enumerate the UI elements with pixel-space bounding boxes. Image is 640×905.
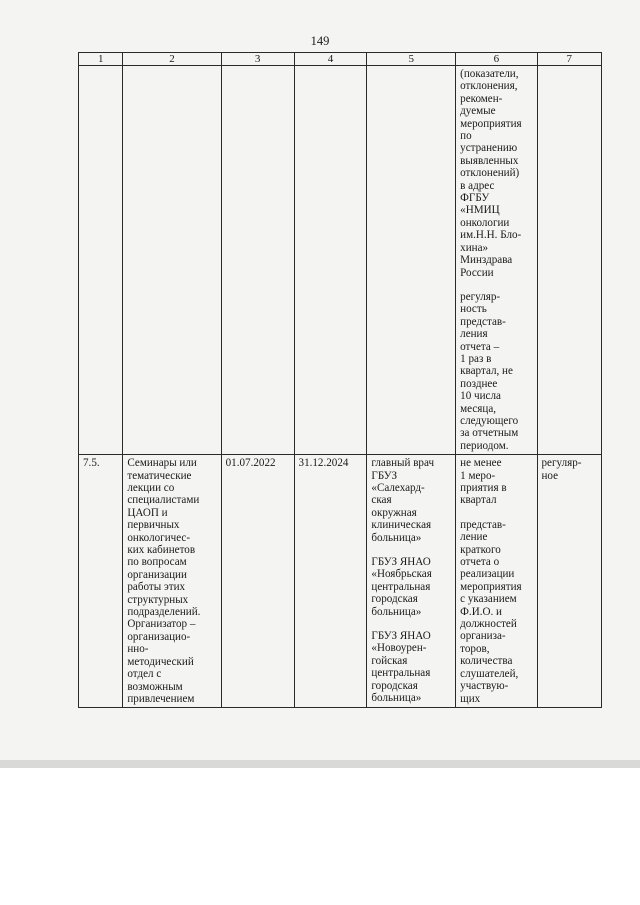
plan-table — [78, 52, 602, 708]
header-col-2: 2 — [123, 53, 221, 66]
cell-result — [456, 66, 537, 455]
item-description: Семинары или тематические лекции со специалистами ЦАОП и первичных онкологичес- ких кабинетов по вопросам организации работы этих структурных подразделений. Организатор – организацио- нно- методический отдел с возможным привлечением — [127, 457, 201, 705]
table-header-row — [79, 53, 602, 66]
table-row — [79, 455, 602, 708]
cell-description — [123, 455, 221, 708]
header-col-7: 7 — [537, 53, 602, 66]
header-col-1: 1 — [79, 53, 123, 66]
header-col-5: 5 — [367, 53, 456, 66]
scan-edge — [0, 760, 640, 768]
cell-empty — [294, 66, 367, 455]
start-date: 01.07.2022 — [225, 457, 276, 470]
responsible-2: ГБУЗ ЯНАО «Ноябрьская центральная городская больница» — [371, 556, 432, 618]
cell-empty — [221, 66, 294, 455]
cell-start-date — [221, 455, 294, 708]
cell-responsible — [367, 455, 456, 708]
item-number: 7.5. — [83, 457, 100, 470]
cell-empty — [79, 66, 123, 455]
activity-type: регуляр- ное — [541, 457, 582, 482]
header-col-6: 6 — [456, 53, 537, 66]
cell-type — [537, 455, 602, 708]
cell-empty — [367, 66, 456, 455]
result-1: не менее 1 меро- приятия в квартал — [460, 457, 507, 507]
cell-empty — [537, 66, 602, 455]
reporting-regularity-text: регуляр- ность представ- ления отчета – 1 раз в квартал, не позднее 10 числа месяца, следующего за отчетным периодом. — [460, 290, 519, 452]
page-number: 149 — [310, 34, 330, 48]
header-col-3: 3 — [221, 53, 294, 66]
result-2: представ- ление краткого отчета о реализации мероприятия с указанием Ф.И.О. и должностей организа- торов, количества слушателей, участвую- щих — [460, 518, 522, 705]
result-text: (показатели, отклонения, рекомен- дуемые мероприятия по устранению выявленных отклонений) в адрес ФГБУ «НМИЦ онкологии им.Н.Н. Бло- хина» Минздрава России — [460, 68, 522, 279]
cell-empty — [123, 66, 221, 455]
header-col-4: 4 — [294, 53, 367, 66]
end-date: 31.12.2024 — [298, 457, 349, 470]
cell-end-date — [294, 455, 367, 708]
responsible-3: ГБУЗ ЯНАО «Новоурен- гойская центральная городская больница» — [371, 630, 431, 705]
table-row — [79, 66, 602, 455]
cell-result — [456, 455, 537, 708]
cell-number — [79, 455, 123, 708]
responsible-1: главный врач ГБУЗ «Салехард- ская окружная клиническая больница» — [371, 457, 435, 544]
